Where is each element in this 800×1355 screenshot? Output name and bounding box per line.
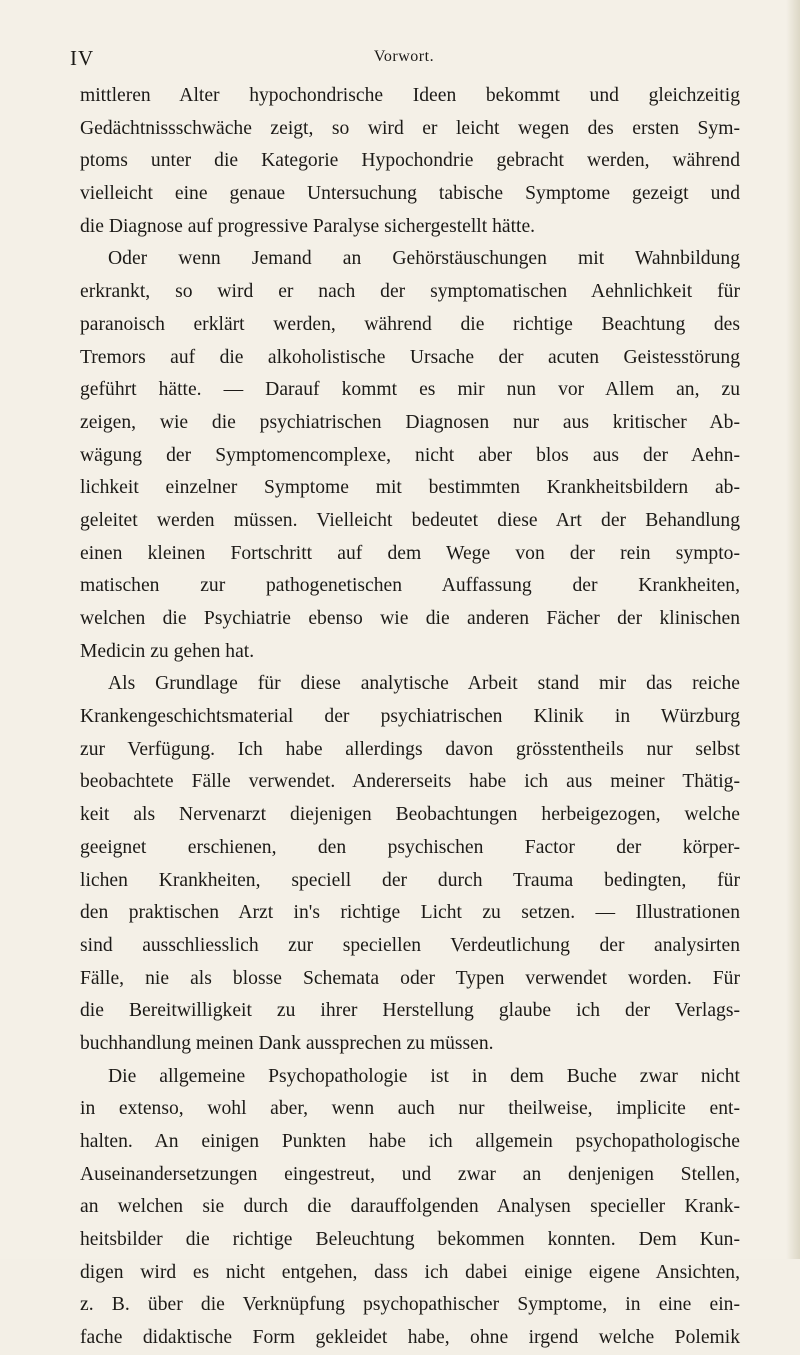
text-line: einen kleinen Fortschritt auf dem Wege von der rein sympto- — [80, 542, 740, 564]
text-line: zeigen, wie die psychiatrischen Diagnosen nur aus kritischer Ab- — [80, 411, 740, 433]
text-line: paranoisch erklärt werden, während die richtige Beachtung des — [80, 313, 740, 335]
text-line: Auseinandersetzungen eingestreut, und zwar an denjenigen Stellen, — [80, 1163, 740, 1185]
text-line: den praktischen Arzt in's richtige Licht zu setzen. — Illustrationen — [80, 902, 740, 924]
text-line: an welchen sie durch die darauffolgenden Analysen specieller Krank- — [80, 1196, 740, 1218]
text-line: z. B. über die Verknüpfung psychopathischer Symptome, in eine ein- — [80, 1294, 740, 1316]
page-number: IV — [70, 46, 95, 70]
body-text — [80, 80, 740, 1355]
text-line: Fälle, nie als blosse Schemata oder Typen verwendet worden. Für — [80, 967, 740, 989]
text-line: fache didaktische Form gekleidet habe, ohne irgend welche Polemik — [80, 1327, 740, 1349]
header-title: Vorwort. — [373, 48, 435, 65]
text-line: buchhandlung meinen Dank aussprechen zu müssen. — [80, 1032, 494, 1054]
text-line: vielleicht eine genaue Untersuchung tabische Symptome gezeigt und — [80, 183, 740, 205]
text-line: die Diagnose auf progressive Paralyse sichergestellt hätte. — [80, 215, 536, 237]
text-line: Gedächtnissschwäche zeigt, so wird er leicht wegen des ersten Sym- — [80, 117, 740, 139]
text-line: lichen Krankheiten, speciell der durch Trauma bedingten, für — [80, 869, 740, 891]
page-edge — [786, 0, 800, 1259]
text-line: mittleren Alter hypochondrische Ideen bekommt und gleichzeitig — [80, 85, 740, 106]
text-line: welchen die Psychiatrie ebenso wie die anderen Fächer der klinischen — [80, 608, 740, 629]
text-line: halten. An einigen Punkten habe ich allgemein psychopathologische — [80, 1131, 740, 1152]
text-line: Als Grundlage für diese analytische Arbeit stand mir das reiche — [108, 673, 740, 695]
text-line: Tremors auf die alkoholistische Ursache der acuten Geistesstörung — [80, 346, 740, 368]
text-line: Oder wenn Jemand an Gehörstäuschungen mit Wahnbildung — [108, 248, 740, 270]
text-line: geführt hätte. — Darauf kommt es mir nun vor Allem an, zu — [80, 379, 740, 401]
text-line: beobachtete Fälle verwendet. Andererseits habe ich aus meiner Thätig- — [80, 771, 740, 793]
text-line: geleitet werden müssen. Vielleicht bedeutet diese Art der Behandlung — [80, 509, 740, 531]
text-line: geeignet erschienen, den psychischen Factor der körper- — [80, 836, 740, 858]
text-line: erkrankt, so wird er nach der symptomatischen Aehnlichkeit für — [80, 281, 740, 303]
text-line: wägung der Symptomencomplexe, nicht aber blos aus der Aehn- — [80, 444, 740, 466]
text-line: die Bereitwilligkeit zu ihrer Herstellung glaube ich der Verlags- — [80, 1000, 740, 1022]
running-head — [70, 46, 738, 70]
text-line: digen wird es nicht entgehen, dass ich dabei einige eigene Ansichten, — [80, 1261, 740, 1283]
text-line: lichkeit einzelner Symptome mit bestimmten Krankheitsbildern ab- — [80, 477, 740, 499]
text-line: in extenso, wohl aber, wenn auch nur theilweise, implicite ent- — [80, 1098, 740, 1120]
text-line: Die allgemeine Psychopathologie ist in dem Buche zwar nicht — [108, 1065, 740, 1087]
text-line: matischen zur pathogenetischen Auffassung der Krankheiten, — [80, 575, 740, 597]
text-line: Krankengeschichtsmaterial der psychiatrischen Klinik in Würzburg — [80, 706, 740, 728]
text-line: zur Verfügung. Ich habe allerdings davon grösstentheils nur selbst — [80, 738, 740, 760]
text-line: heitsbilder die richtige Beleuchtung bekommen konnten. Dem Kun- — [80, 1229, 740, 1251]
text-line: Medicin zu gehen hat. — [80, 640, 255, 662]
text-line: sind ausschliesslich zur speciellen Verdeutlichung der analysirten — [80, 934, 740, 956]
text-line: ptoms unter die Kategorie Hypochondrie gebracht werden, während — [80, 150, 740, 172]
text-line: keit als Nervenarzt diejenigen Beobachtungen herbeigezogen, welche — [80, 804, 740, 826]
